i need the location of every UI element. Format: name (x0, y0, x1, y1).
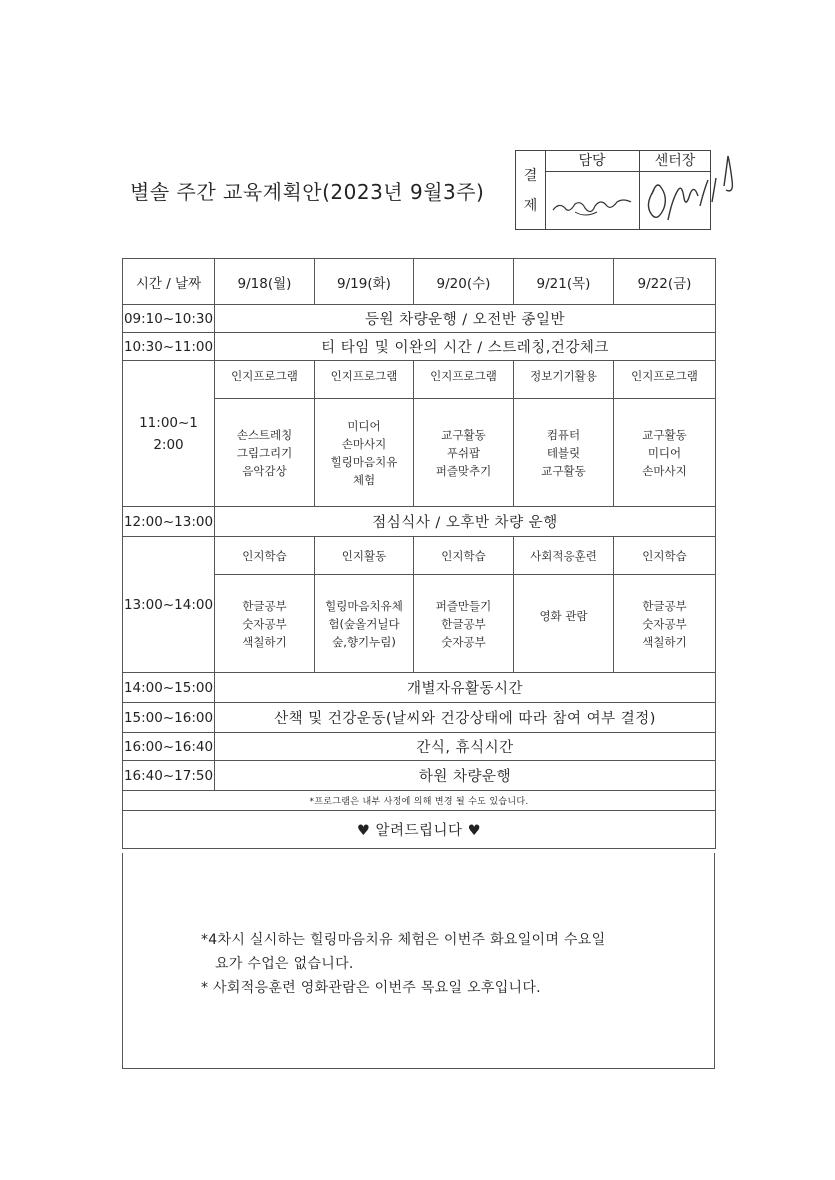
table-row (123, 507, 716, 537)
activity-line: 음악감상 (242, 463, 287, 478)
row-activity: 티 타임 및 이완의 시간 / 스트레칭,건강체크 (215, 333, 716, 361)
category-cell: 인지학습 (215, 537, 315, 575)
notice-title: ♥ 알려드립니다 ♥ (123, 811, 716, 849)
activity-line: 교구활동 (441, 427, 486, 442)
activity-line: 테블릿 (546, 445, 581, 460)
approval-col-director: 센터장 (640, 151, 710, 172)
row-time: 16:40~17:50 (123, 761, 215, 791)
activity-line: 한글공부 (441, 616, 486, 631)
category-cell: 인지프로그램 (614, 361, 716, 399)
table-row (123, 703, 716, 733)
table-row (123, 537, 716, 575)
activity-line: 힐링마음치유 (330, 454, 398, 469)
row-activity: 개별자유활동시간 (215, 673, 716, 703)
row-activity: 점심식사 / 오후반 차량 운행 (215, 507, 716, 537)
header-row (123, 259, 716, 305)
row-time: 09:10~10:30 (123, 305, 215, 333)
activity-line: 한글공부 (642, 598, 687, 613)
activity-cell (315, 399, 414, 507)
activity-line: 푸쉬팝 (446, 445, 481, 460)
activity-line: 교구활동 (642, 427, 687, 442)
activity-cell (215, 575, 315, 673)
activity-line: 영화 관람 (539, 609, 588, 623)
activity-line: 색칠하기 (242, 634, 287, 649)
row-time: 12:00~13:00 (123, 507, 215, 537)
header-day-tue: 9/19(화) (315, 259, 414, 305)
director-signature (640, 172, 710, 229)
notice-text (201, 928, 605, 1000)
row-activity: 등원 차량운행 / 오전반 종일반 (215, 305, 716, 333)
row-time: 14:00~15:00 (123, 673, 215, 703)
notice-line: 요가 수업은 없습니다. (215, 956, 354, 972)
row-time: 15:00~16:00 (123, 703, 215, 733)
row-activity: 간식, 휴식시간 (215, 733, 716, 761)
activity-line: 손마사지 (341, 436, 387, 451)
row-time-line1: 11:00~1 (139, 414, 198, 431)
activity-line: 그림그리기 (236, 445, 293, 460)
category-cell: 인지프로그램 (414, 361, 514, 399)
notice-box (122, 853, 715, 1069)
activity-cell (414, 575, 514, 673)
activity-line: 숫자공부 (242, 616, 287, 631)
approval-col-manager: 담당 (545, 151, 640, 172)
header-time: 시간 / 날짜 (123, 259, 215, 305)
activity-cell (315, 575, 414, 673)
header-day-mon: 9/18(월) (215, 259, 315, 305)
table-row (123, 361, 716, 399)
row-activity: 산책 및 건강운동(날씨와 건강상태에 따라 참여 여부 결정) (215, 703, 716, 733)
notice-line: *4차시 실시하는 힐링마음치유 체험은 이번주 화요일이며 수요일 (201, 932, 606, 948)
approval-box (515, 150, 711, 230)
activity-line: 컴퓨터 (546, 427, 581, 442)
approval-side-top: 결 (523, 168, 538, 184)
activity-line: 미디어 (347, 418, 381, 433)
schedule-table (122, 258, 716, 849)
activity-line: 숲,향기누림) (332, 634, 396, 649)
activity-line: 한글공부 (242, 598, 287, 613)
category-cell: 사회적응훈련 (514, 537, 614, 575)
row-activity: 하원 차량운행 (215, 761, 716, 791)
row-time: 13:00~14:00 (123, 537, 215, 673)
approval-side-bottom: 제 (523, 198, 538, 214)
header-day-wed: 9/20(수) (414, 259, 514, 305)
table-row (123, 733, 716, 761)
manager-signature (545, 172, 640, 229)
activity-cell (514, 399, 614, 507)
activity-line: 퍼즐만들기 (435, 598, 492, 613)
activity-cell (614, 575, 716, 673)
activity-cell (514, 575, 614, 673)
activity-line: 손마사지 (642, 463, 687, 478)
table-row (123, 761, 716, 791)
activity-line: 손스트레칭 (236, 427, 293, 442)
table-row (123, 305, 716, 333)
activity-line: 힐링마음치유체 (325, 598, 403, 613)
activity-line: 체험 (352, 472, 376, 487)
activity-line: 교구활동 (541, 463, 586, 478)
activity-line: 숫자공부 (642, 616, 687, 631)
category-cell: 인지프로그램 (215, 361, 315, 399)
activity-cell (414, 399, 514, 507)
note-row (123, 791, 716, 811)
table-row (123, 333, 716, 361)
row-time (123, 361, 215, 507)
header-day-fri: 9/22(금) (614, 259, 716, 305)
notice-title-row (123, 811, 716, 849)
activity-line: 미디어 (647, 445, 682, 460)
page-title: 별솔 주간 교육계획안(2023년 9월3주) (130, 180, 485, 204)
row-time: 16:00~16:40 (123, 733, 215, 761)
approval-side-label (516, 151, 546, 229)
table-row (123, 673, 716, 703)
row-time: 10:30~11:00 (123, 333, 215, 361)
activity-line: 숫자공부 (441, 634, 486, 649)
activity-line: 험(숲올거닐다 (328, 616, 400, 631)
category-cell: 인지학습 (414, 537, 514, 575)
activity-line: 퍼즐맞추기 (435, 463, 492, 478)
notice-line: * 사회적응훈련 영화관람은 이번주 목요일 오후입니다. (201, 980, 541, 996)
activity-cell (614, 399, 716, 507)
row-time-line2: 2:00 (153, 436, 184, 453)
category-cell: 인지활동 (315, 537, 414, 575)
program-note: *프로그램은 내부 사정에 의해 변경 될 수도 있습니다. (123, 791, 716, 811)
activity-line: 색칠하기 (642, 634, 687, 649)
category-cell: 정보기기활용 (514, 361, 614, 399)
activity-cell (215, 399, 315, 507)
category-cell: 인지학습 (614, 537, 716, 575)
category-cell: 인지프로그램 (315, 361, 414, 399)
header-day-thu: 9/21(목) (514, 259, 614, 305)
